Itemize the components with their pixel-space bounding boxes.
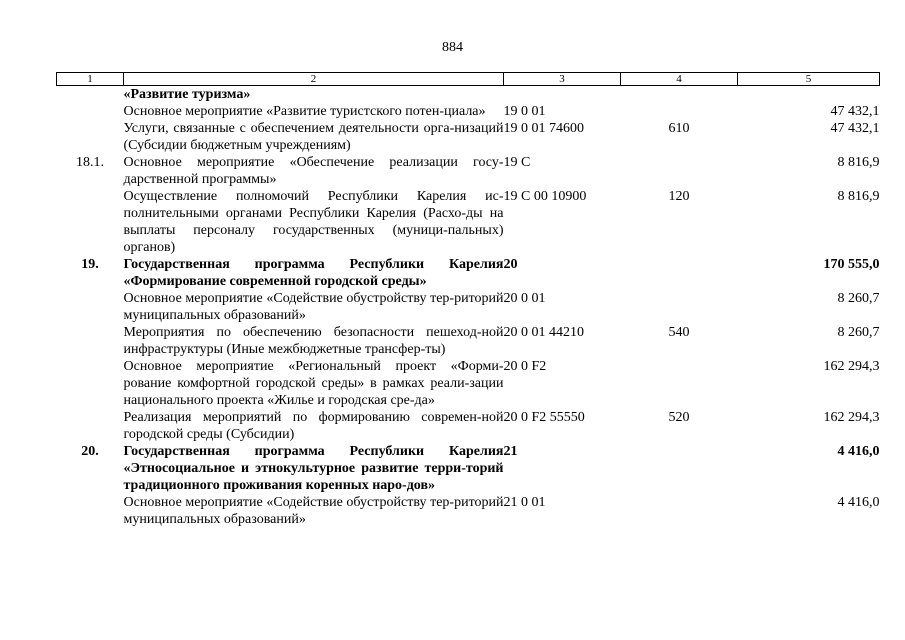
row-expense-type xyxy=(621,358,738,409)
row-amount: 8 816,9 xyxy=(837,189,880,204)
row-description: Основное мероприятие «Содействие обустройству тер-риторий муниципальных образований» xyxy=(123,291,504,323)
row-code: 19 0 01 74600 xyxy=(503,121,584,136)
row-code: 20 0 F2 xyxy=(503,359,547,374)
row-amount: 8 260,7 xyxy=(837,325,880,340)
row-description: Основное мероприятие «Содействие обустройству тер-риторий муниципальных образований» xyxy=(123,495,504,527)
row-description: Государственная программа Республики Карелия «Этносоциальное и этнокультурное развитие терри-торий традиционного проживания коренных наро-дов» xyxy=(123,444,504,493)
row-description: Осуществление полномочий Республики Карелия ис-полнительными органами Республики Карелия (Расхо-ды на выплаты персоналу государственных (муници-пальных) органов) xyxy=(123,189,504,255)
row-description: Основное мероприятие «Обеспечение реализации госу-дарственной программы» xyxy=(123,155,504,187)
row-number: 20. xyxy=(81,444,99,459)
table-row xyxy=(57,358,880,409)
row-expense-type xyxy=(621,256,738,290)
column-header-4: 4 xyxy=(621,73,738,86)
column-header-3: 3 xyxy=(504,73,621,86)
row-expense-type xyxy=(621,290,738,324)
row-description: Основное мероприятие «Развитие туристского потен-циала» xyxy=(123,104,486,119)
row-code: 21 0 01 xyxy=(503,495,546,510)
row-number: 19. xyxy=(81,257,99,272)
row-code: 20 0 F2 55550 xyxy=(503,410,585,425)
row-expense-type xyxy=(621,103,738,120)
row-number: 18.1. xyxy=(76,155,104,170)
row-code: 19 0 01 xyxy=(503,104,546,119)
table-row xyxy=(57,494,880,528)
row-number xyxy=(57,120,124,154)
row-description: Реализация мероприятий по формированию современ-ной городской среды (Субсидии) xyxy=(123,410,504,442)
row-code: 21 xyxy=(503,444,518,459)
row-code xyxy=(504,86,621,104)
row-expense-type xyxy=(621,154,738,188)
row-number xyxy=(57,324,124,358)
row-amount: 162 294,3 xyxy=(823,359,880,374)
row-description: «Развитие туризма» xyxy=(123,87,251,102)
row-amount: 4 416,0 xyxy=(837,444,880,459)
table-row xyxy=(57,324,880,358)
column-header-5: 5 xyxy=(738,73,880,86)
row-number xyxy=(57,409,124,443)
row-number xyxy=(57,103,124,120)
row-number xyxy=(57,86,124,104)
table-row xyxy=(57,86,880,104)
row-expense-type: 540 xyxy=(668,325,690,340)
row-number xyxy=(57,290,124,324)
table-header xyxy=(57,73,880,86)
row-code: 20 xyxy=(503,257,518,272)
table-row xyxy=(57,290,880,324)
row-amount xyxy=(738,86,880,104)
table-row xyxy=(57,154,880,188)
row-code: 20 0 01 44210 xyxy=(503,325,584,340)
page-number: 884 xyxy=(442,40,463,55)
table-row xyxy=(57,188,880,256)
row-expense-type xyxy=(621,443,738,494)
row-amount: 47 432,1 xyxy=(830,104,880,119)
row-code: 20 0 01 xyxy=(503,291,546,306)
row-number xyxy=(57,188,124,256)
row-expense-type xyxy=(621,86,738,104)
row-amount: 47 432,1 xyxy=(830,121,880,136)
row-code: 19 С 00 10900 xyxy=(503,189,587,204)
row-expense-type: 610 xyxy=(668,121,690,136)
row-amount: 162 294,3 xyxy=(823,410,880,425)
row-number xyxy=(57,358,124,409)
row-description: Основное мероприятие «Региональный проект «Форми-рование комфортной городской среды» в рамках реали-зации национального проекта «Жилье и городская сре-да» xyxy=(123,359,504,408)
column-header-1: 1 xyxy=(57,73,124,86)
row-description: Мероприятия по обеспечению безопасности пешеход-ной инфраструктуры (Иные межбюджетные трансфер-ты) xyxy=(123,325,504,357)
row-expense-type xyxy=(621,494,738,528)
row-description: Услуги, связанные с обеспечением деятельности орга-низаций (Субсидии бюджетным учреждениям) xyxy=(123,121,504,153)
row-number xyxy=(57,494,124,528)
budget-table xyxy=(56,72,880,528)
table-row xyxy=(57,256,880,290)
table-row xyxy=(57,409,880,443)
table-row xyxy=(57,443,880,494)
row-expense-type: 120 xyxy=(668,189,690,204)
row-expense-type: 520 xyxy=(668,410,690,425)
row-code: 19 С xyxy=(503,155,531,170)
row-amount: 170 555,0 xyxy=(823,257,880,272)
column-header-2: 2 xyxy=(124,73,504,86)
row-description: Государственная программа Республики Карелия «Формирование современной городской среды» xyxy=(123,257,504,289)
row-amount: 4 416,0 xyxy=(837,495,880,510)
table-row xyxy=(57,103,880,120)
row-amount: 8 816,9 xyxy=(837,155,880,170)
table-row xyxy=(57,120,880,154)
table-body xyxy=(57,86,880,529)
header-row xyxy=(57,73,880,86)
row-amount: 8 260,7 xyxy=(837,291,880,306)
